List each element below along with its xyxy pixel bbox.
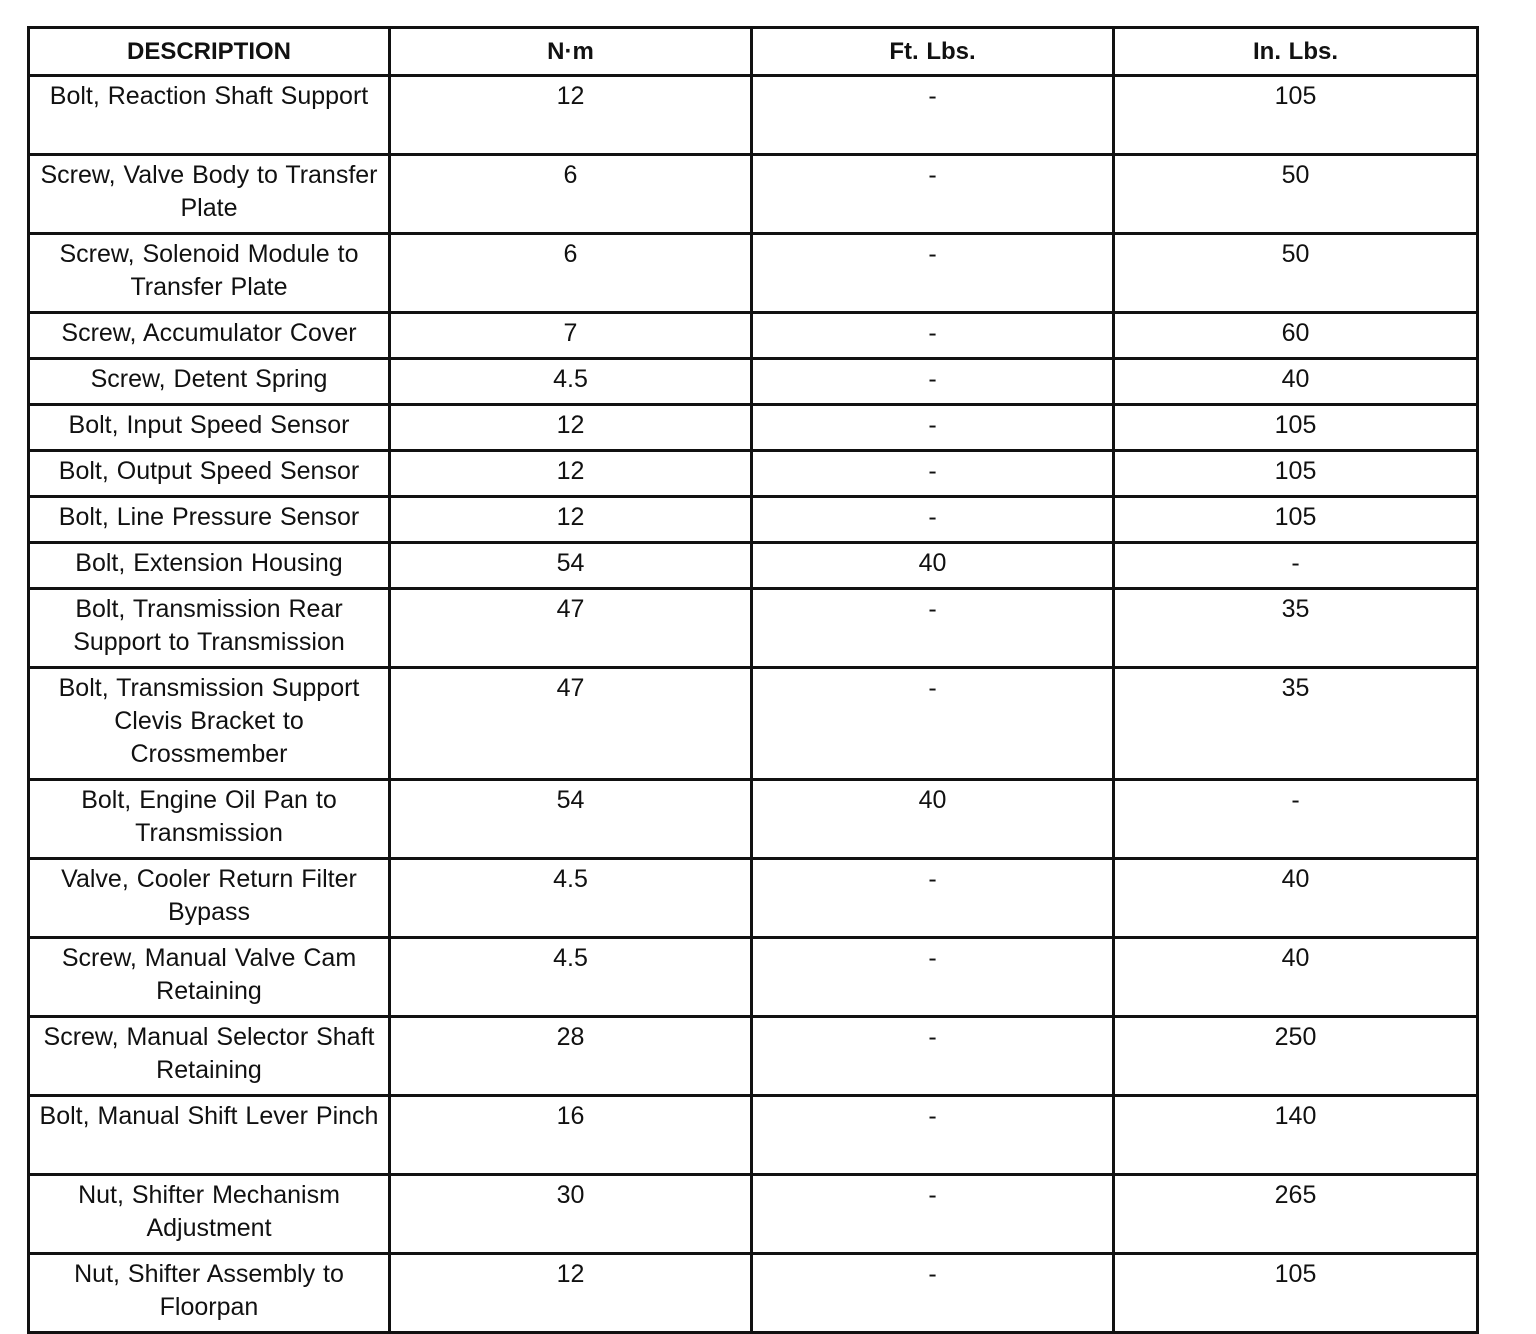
cell-ftlbs: - — [752, 234, 1114, 313]
cell-nm: 30 — [390, 1175, 752, 1254]
cell-inlbs: - — [1114, 543, 1478, 589]
cell-nm: 6 — [390, 234, 752, 313]
table-row — [29, 359, 1478, 405]
header-newton-meters: N·m — [390, 28, 752, 76]
header-foot-pounds: Ft. Lbs. — [752, 28, 1114, 76]
cell-nm: 7 — [390, 313, 752, 359]
cell-description: Screw, Manual Valve Cam Retaining — [29, 938, 390, 1017]
table-row — [29, 780, 1478, 859]
cell-nm: 54 — [390, 543, 752, 589]
cell-description: Nut, Shifter Mechanism Adjustment — [29, 1175, 390, 1254]
cell-inlbs: 265 — [1114, 1175, 1478, 1254]
cell-inlbs: 105 — [1114, 497, 1478, 543]
cell-nm: 4.5 — [390, 938, 752, 1017]
cell-inlbs: 50 — [1114, 234, 1478, 313]
cell-description: Bolt, Reaction Shaft Support — [29, 76, 390, 155]
cell-ftlbs: - — [752, 859, 1114, 938]
cell-nm: 47 — [390, 589, 752, 668]
cell-ftlbs: - — [752, 497, 1114, 543]
cell-description: Bolt, Transmission Rear Support to Transmission — [29, 589, 390, 668]
cell-inlbs: 140 — [1114, 1096, 1478, 1175]
cell-inlbs: 50 — [1114, 155, 1478, 234]
table-row — [29, 938, 1478, 1017]
cell-nm: 12 — [390, 405, 752, 451]
cell-ftlbs: - — [752, 76, 1114, 155]
cell-inlbs: 40 — [1114, 359, 1478, 405]
table-row — [29, 313, 1478, 359]
cell-inlbs: 40 — [1114, 859, 1478, 938]
cell-ftlbs: - — [752, 668, 1114, 780]
header-inch-pounds: In. Lbs. — [1114, 28, 1478, 76]
cell-description: Bolt, Line Pressure Sensor — [29, 497, 390, 543]
table-row — [29, 76, 1478, 155]
table-row — [29, 234, 1478, 313]
cell-inlbs: 40 — [1114, 938, 1478, 1017]
table-row — [29, 451, 1478, 497]
cell-ftlbs: - — [752, 589, 1114, 668]
cell-description: Screw, Valve Body to Transfer Plate — [29, 155, 390, 234]
cell-inlbs: 105 — [1114, 1254, 1478, 1333]
cell-ftlbs: 40 — [752, 543, 1114, 589]
cell-nm: 16 — [390, 1096, 752, 1175]
table-header-row — [29, 28, 1478, 76]
cell-ftlbs: - — [752, 1254, 1114, 1333]
table-row — [29, 497, 1478, 543]
cell-ftlbs: 40 — [752, 780, 1114, 859]
table-row — [29, 1096, 1478, 1175]
table-row — [29, 405, 1478, 451]
cell-description: Bolt, Engine Oil Pan to Transmission — [29, 780, 390, 859]
header-description: DESCRIPTION — [29, 28, 390, 76]
cell-ftlbs: - — [752, 1096, 1114, 1175]
cell-nm: 6 — [390, 155, 752, 234]
cell-description: Bolt, Input Speed Sensor — [29, 405, 390, 451]
cell-ftlbs: - — [752, 359, 1114, 405]
cell-inlbs: 60 — [1114, 313, 1478, 359]
cell-inlbs: 105 — [1114, 405, 1478, 451]
cell-description: Bolt, Output Speed Sensor — [29, 451, 390, 497]
cell-inlbs: 105 — [1114, 76, 1478, 155]
table-row — [29, 859, 1478, 938]
cell-ftlbs: - — [752, 313, 1114, 359]
cell-ftlbs: - — [752, 1017, 1114, 1096]
table-row — [29, 668, 1478, 780]
torque-spec-table — [27, 26, 1479, 1334]
cell-nm: 12 — [390, 451, 752, 497]
cell-description: Bolt, Manual Shift Lever Pinch — [29, 1096, 390, 1175]
cell-description: Screw, Detent Spring — [29, 359, 390, 405]
cell-description: Screw, Solenoid Module to Transfer Plate — [29, 234, 390, 313]
table-row — [29, 589, 1478, 668]
cell-nm: 12 — [390, 497, 752, 543]
cell-description: Screw, Accumulator Cover — [29, 313, 390, 359]
cell-ftlbs: - — [752, 451, 1114, 497]
table-row — [29, 1254, 1478, 1333]
cell-description: Valve, Cooler Return Filter Bypass — [29, 859, 390, 938]
cell-nm: 12 — [390, 1254, 752, 1333]
cell-inlbs: 250 — [1114, 1017, 1478, 1096]
cell-description: Nut, Shifter Assembly to Floorpan — [29, 1254, 390, 1333]
table-row — [29, 1017, 1478, 1096]
cell-description: Screw, Manual Selector Shaft Retaining — [29, 1017, 390, 1096]
cell-ftlbs: - — [752, 938, 1114, 1017]
cell-inlbs: 105 — [1114, 451, 1478, 497]
cell-ftlbs: - — [752, 405, 1114, 451]
cell-ftlbs: - — [752, 1175, 1114, 1254]
cell-nm: 12 — [390, 76, 752, 155]
table-row — [29, 543, 1478, 589]
cell-nm: 28 — [390, 1017, 752, 1096]
cell-ftlbs: - — [752, 155, 1114, 234]
cell-nm: 54 — [390, 780, 752, 859]
cell-inlbs: 35 — [1114, 589, 1478, 668]
cell-description: Bolt, Extension Housing — [29, 543, 390, 589]
cell-description: Bolt, Transmission Support Clevis Bracket to Crossmember — [29, 668, 390, 780]
cell-nm: 47 — [390, 668, 752, 780]
table-row — [29, 155, 1478, 234]
cell-inlbs: 35 — [1114, 668, 1478, 780]
cell-nm: 4.5 — [390, 359, 752, 405]
cell-inlbs: - — [1114, 780, 1478, 859]
table-row — [29, 1175, 1478, 1254]
cell-nm: 4.5 — [390, 859, 752, 938]
